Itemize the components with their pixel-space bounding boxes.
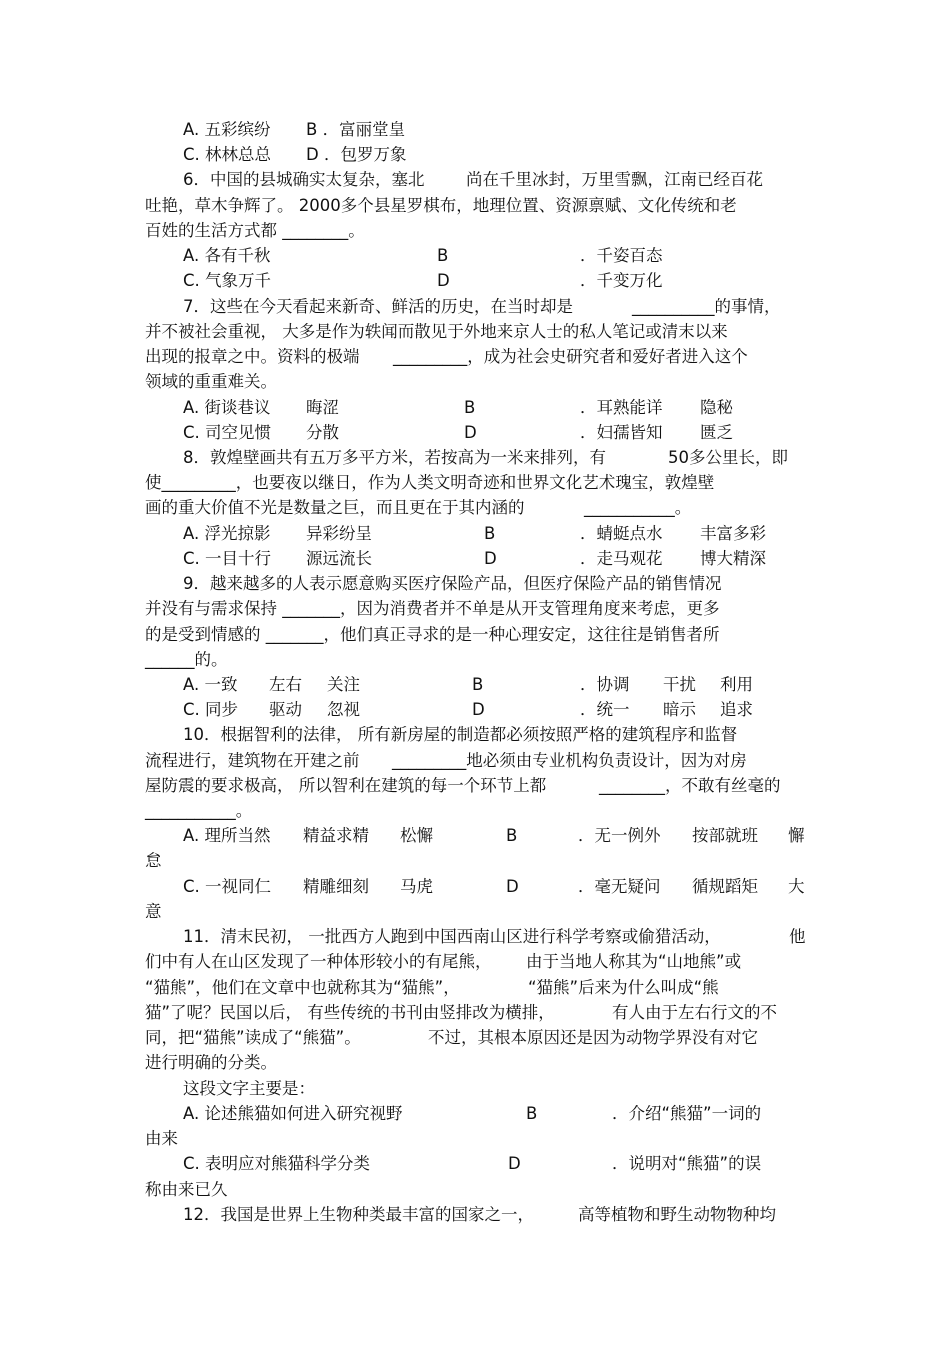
option-b-word3: 懈: [788, 826, 805, 845]
question-text: 猫”了呢？民国以后， 有些传统的书刊由竖排改为横排，: [145, 1003, 555, 1022]
text-line: [0, 243, 950, 269]
option-d: ．统一: [580, 700, 630, 719]
question-text: 6．中国的县城确实太复杂，塞北: [183, 170, 425, 189]
text-line: [0, 647, 950, 673]
text-line: [0, 521, 950, 547]
question-text: 7．这些在今天看起来新奇、鲜活的历史，在当时却是: [183, 297, 573, 316]
option-b: B ．富丽堂皇: [306, 120, 406, 139]
question-text: 由于当地人称其为“山地熊”或: [526, 952, 742, 971]
text-line: [0, 495, 950, 521]
question-text: 百姓的生活方式都 ________。: [145, 221, 365, 240]
text-line: [0, 546, 950, 572]
text-line: [0, 596, 950, 622]
text-line: [0, 924, 950, 950]
question-text: 10．根据智利的法律， 所有新房屋的制造都必须按照严格的建筑程序和监督: [183, 725, 738, 744]
question-text: ___________。: [145, 801, 253, 820]
option-a-word2: 晦涩: [306, 398, 339, 417]
text-line: [0, 268, 950, 294]
text-line: [0, 1126, 950, 1152]
question-text: 50多公里长，即: [668, 448, 788, 467]
question-text: 不过，其根本原因还是因为动物学界没有对它: [428, 1028, 758, 1047]
question-text: 进行明确的分类。: [145, 1053, 277, 1072]
text-line: [0, 748, 950, 774]
question-text: 尚在千里冰封，万里雪飘，江南已经百花: [466, 170, 763, 189]
text-line: [0, 848, 950, 874]
option-c: C. 林林总总: [183, 145, 272, 164]
text-line: [0, 470, 950, 496]
question-text: 有人由于左右行文的不: [612, 1003, 777, 1022]
text-line: [0, 874, 950, 900]
text-line: [0, 1076, 950, 1102]
option-a: A. 五彩缤纷: [183, 120, 271, 139]
text-line: [0, 395, 950, 421]
option-b-letter: B: [506, 826, 518, 845]
option-d: ．妇孺皆知: [580, 423, 663, 442]
option-c-word3: 忽视: [327, 700, 360, 719]
text-line: [0, 420, 950, 446]
option-b-letter: B: [472, 675, 484, 694]
option-d: ．说明对“熊猫”的误: [612, 1154, 762, 1173]
option-d-word2: 循规蹈矩: [692, 877, 758, 896]
text-line: [0, 445, 950, 471]
text-line: [0, 1025, 950, 1051]
text-line: [0, 1050, 950, 1076]
question-prompt: 这段文字主要是：: [183, 1079, 315, 1098]
text-line: [0, 823, 950, 849]
text-line: [0, 1202, 950, 1228]
question-text: 由来: [145, 1129, 178, 1148]
question-text: 怠: [145, 851, 162, 870]
text-line: [0, 319, 950, 345]
text-line: [0, 975, 950, 1001]
text-line: [0, 1177, 950, 1203]
question-text: 高等植物和野生动物物种均: [578, 1205, 776, 1224]
option-c: C. 气象万千: [183, 271, 272, 290]
question-text: 11．清末民初， 一批西方人跑到中国西南山区进行科学考察或偷猎活动，: [183, 927, 721, 946]
question-text: 8．敦煌壁画共有五万多平方米，若按高为一米来排列，有: [183, 448, 606, 467]
option-d-word2: 暗示: [663, 700, 696, 719]
text-line: [0, 697, 950, 723]
text-line: [0, 949, 950, 975]
option-a: A. 一致: [183, 675, 238, 694]
question-text: 并不被社会重视， 大多是作为轶闻而散见于外地来京人士的私人笔记或清末以来: [145, 322, 728, 341]
question-text: 屋防震的要求极高， 所以智利在建筑的每一个环节上都: [145, 776, 547, 795]
text-line: [0, 369, 950, 395]
text-line: [0, 218, 950, 244]
text-line: [0, 1000, 950, 1026]
option-c-word2: 源远流长: [306, 549, 372, 568]
text-line: [0, 167, 950, 193]
option-a-word2: 异彩纷呈: [306, 524, 372, 543]
question-text: 他: [789, 927, 806, 946]
question-text: 出现的报章之中。资料的极端: [145, 347, 360, 366]
text-line: [0, 117, 950, 143]
option-d-word3: 追求: [720, 700, 753, 719]
option-d-letter: D: [508, 1154, 521, 1173]
option-a-word2: 精益求精: [303, 826, 369, 845]
option-d-word2: 匮乏: [700, 423, 733, 442]
text-line: [0, 773, 950, 799]
question-text: ________，不敢有丝毫的: [599, 776, 781, 795]
option-d: ．毫无疑问: [578, 877, 661, 896]
text-line: [0, 1151, 950, 1177]
question-text: ___________。: [584, 498, 692, 517]
question-text: 的是受到情感的 _______，他们真正寻求的是一种心理安定，这往往是销售者所: [145, 625, 720, 644]
question-text: 使_________，也要夜以继日，作为人类文明奇迹和世界文化艺术瑰宝，敦煌壁: [145, 473, 715, 492]
option-c-word2: 精雕细刻: [303, 877, 369, 896]
question-text: 并没有与需求保持 _______，因为消费者并不单是从开支管理角度来考虑，更多: [145, 599, 720, 618]
text-line: [0, 899, 950, 925]
question-text: “猫熊”，他们在文章中也就称其为“猫熊”，: [145, 978, 460, 997]
option-c-word3: 马虎: [400, 877, 433, 896]
option-c: C. 同步: [183, 700, 239, 719]
option-d-letter: D: [437, 271, 450, 290]
option-d-letter: D: [506, 877, 519, 896]
option-a: A. 街谈巷议: [183, 398, 271, 417]
text-line: [0, 344, 950, 370]
option-b-word2: 按部就班: [692, 826, 758, 845]
option-a-word3: 松懈: [400, 826, 433, 845]
text-line: [0, 672, 950, 698]
text-line: [0, 571, 950, 597]
text-line: [0, 142, 950, 168]
option-c: C. 一目十行: [183, 549, 272, 568]
option-d: ．走马观花: [580, 549, 663, 568]
question-text: 12．我国是世界上生物种类最丰富的国家之一，: [183, 1205, 534, 1224]
option-b-letter: B: [526, 1104, 538, 1123]
option-b-word2: 干扰: [663, 675, 696, 694]
question-text: ______的。: [145, 650, 228, 669]
question-text: 画的重大价值不光是数量之巨，而且更在于其内涵的: [145, 498, 525, 517]
option-a-word3: 关注: [327, 675, 360, 694]
option-c-word2: 分散: [306, 423, 339, 442]
option-d-letter: D: [472, 700, 485, 719]
question-text: 流程进行，建筑物在开建之前: [145, 751, 360, 770]
option-b: ．介绍“熊猫”一词的: [612, 1104, 762, 1123]
option-d-word2: 博大精深: [700, 549, 766, 568]
question-text: 们中有人在山区发现了一种体形较小的有尾熊，: [145, 952, 492, 971]
option-d: D ．包罗万象: [306, 145, 407, 164]
question-text: 称由来已久: [145, 1180, 228, 1199]
question-text: __________的事情，: [632, 297, 781, 316]
text-line: [0, 1101, 950, 1127]
option-b-letter: B: [484, 524, 496, 543]
option-b: ．协调: [580, 675, 630, 694]
option-b: ．蜻蜓点水: [580, 524, 663, 543]
option-a: A. 各有千秋: [183, 246, 271, 265]
question-text: “猫熊”后来为什么叫成“熊: [528, 978, 719, 997]
text-line: [0, 193, 950, 219]
question-text: 9．越来越多的人表示愿意购买医疗保险产品，但医疗保险产品的销售情况: [183, 574, 722, 593]
question-text: 意: [145, 902, 162, 921]
text-line: [0, 798, 950, 824]
option-a: A. 浮光掠影: [183, 524, 271, 543]
question-text: _________地必须由专业机构负责设计，因为对房: [392, 751, 747, 770]
option-d: ．千变万化: [580, 271, 663, 290]
option-c: C. 表明应对熊猫科学分类: [183, 1154, 371, 1173]
question-text: 同，把“猫熊”读成了“熊猫”。: [145, 1028, 361, 1047]
text-line: [0, 622, 950, 648]
option-a: A. 理所当然: [183, 826, 271, 845]
option-d-word3: 大: [788, 877, 805, 896]
option-a-word2: 左右: [269, 675, 302, 694]
option-b-word2: 隐秘: [700, 398, 733, 417]
option-b: ．耳熟能详: [580, 398, 663, 417]
option-c-word2: 驱动: [269, 700, 302, 719]
option-d-letter: D: [484, 549, 497, 568]
question-text: 吐艳，草木争辉了。 2000多个县星罗棋布，地理位置、资源禀赋、文化传统和老: [145, 196, 737, 215]
text-line: [0, 722, 950, 748]
option-b-word3: 利用: [720, 675, 753, 694]
option-d-letter: D: [464, 423, 477, 442]
option-a: A. 论述熊猫如何进入研究视野: [183, 1104, 403, 1123]
option-b-letter: B: [464, 398, 476, 417]
option-b-word2: 丰富多彩: [700, 524, 766, 543]
option-c: C. 一视同仁: [183, 877, 272, 896]
option-b: ．千姿百态: [580, 246, 663, 265]
option-c: C. 司空见惯: [183, 423, 272, 442]
text-line: [0, 294, 950, 320]
question-text: 领域的重重难关。: [145, 372, 277, 391]
question-text: _________，成为社会史研究者和爱好者进入这个: [393, 347, 748, 366]
option-b-letter: B: [437, 246, 449, 265]
option-b: ．无一例外: [578, 826, 661, 845]
